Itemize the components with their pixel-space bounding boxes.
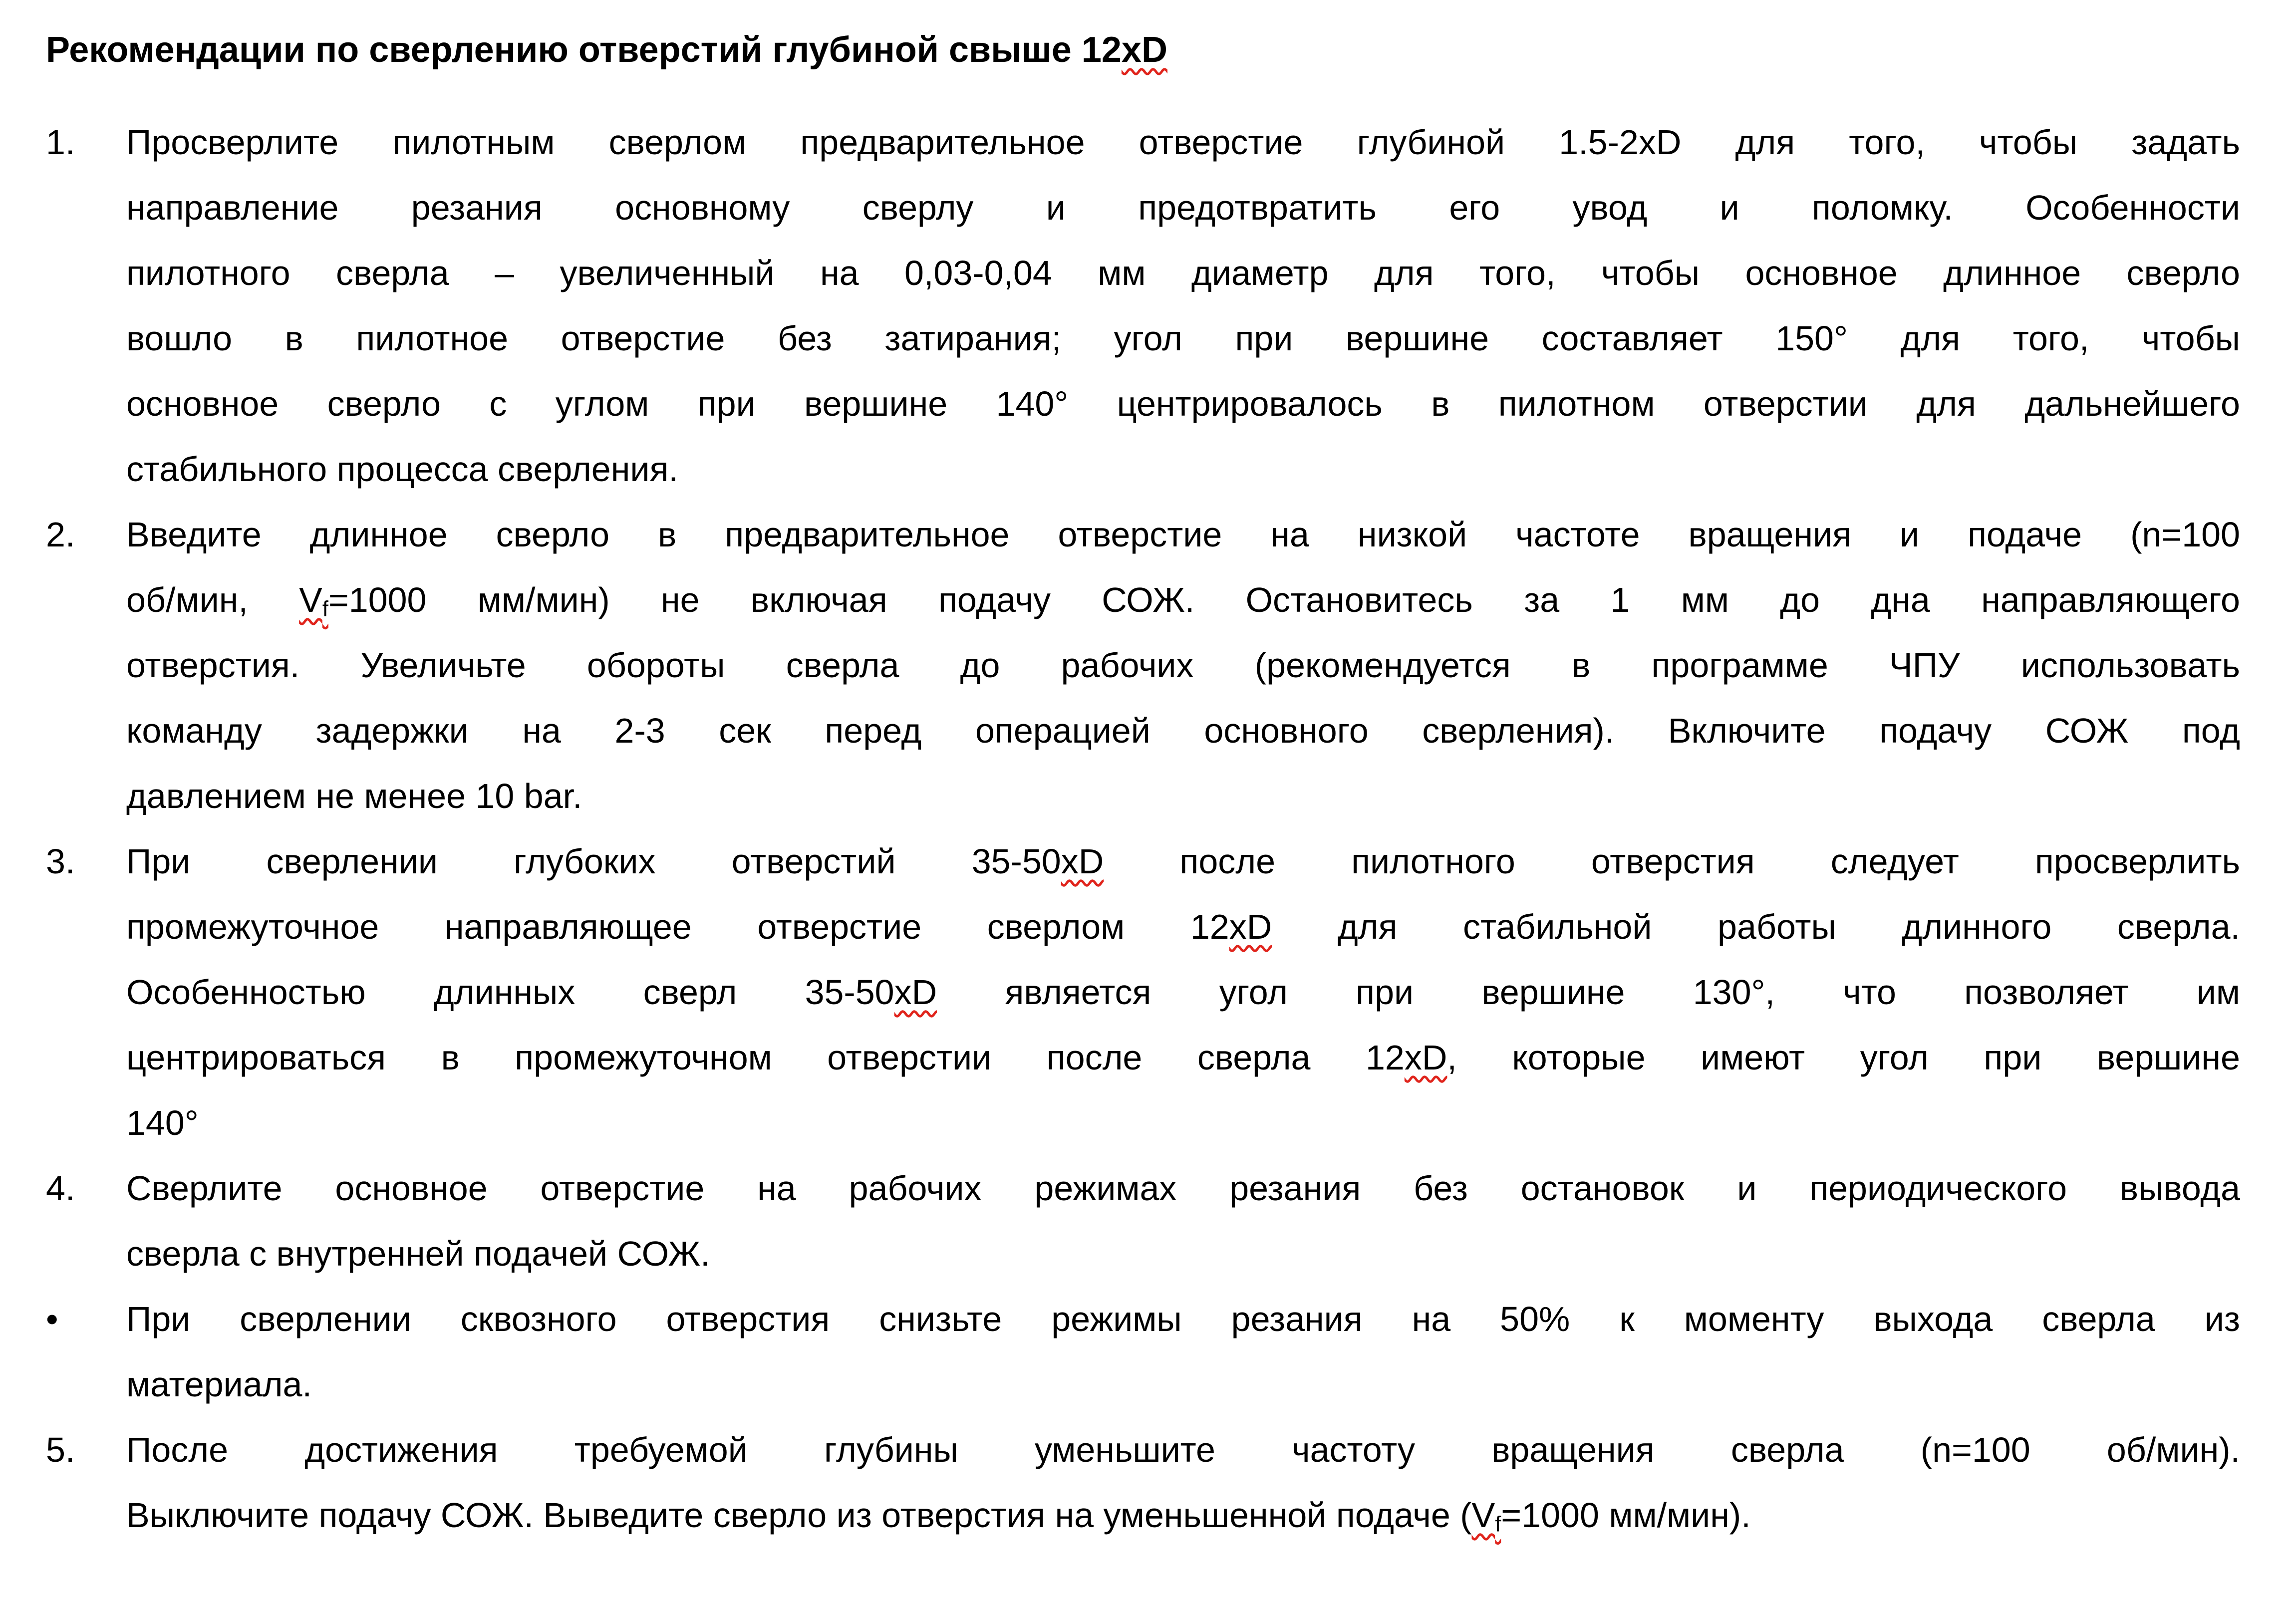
recommendations-list (46, 110, 2240, 1548)
text-segment: , которые имеют угол при вершине (1447, 1038, 2240, 1077)
item-marker: 1. (46, 123, 75, 162)
text-segment: Введите длинное сверло в предварительное отверстие на низкой частоте вращения и подаче (n=100 (126, 515, 2240, 554)
text-line (126, 241, 2240, 306)
text-line (126, 1352, 2240, 1417)
text-segment: основное сверло с углом при вершине 140° центрировалось в пилотном отверстии для дальнейшего (126, 384, 2240, 423)
text-segment: промежуточное направляющее отверстие сверлом 12 (126, 907, 1229, 946)
text-segment: пилотного сверла – увеличенный на 0,03-0,04 мм диаметр для того, чтобы основное длинное сверло (126, 254, 2240, 292)
text-segment: Особенностью длинных сверл 35-50 (126, 973, 894, 1012)
text-line (126, 110, 2240, 175)
item-text (126, 1287, 2240, 1417)
document-title (46, 27, 2240, 72)
text-line (126, 175, 2240, 241)
text-segment: вошло в пилотное отверстие без затирания; угол при вершине составляет 150° для того, чтобы (126, 319, 2240, 358)
text-segment: для стабильной работы длинного сверла. (1272, 907, 2240, 946)
text-line (126, 371, 2240, 437)
list-item-3 (46, 829, 2240, 1156)
text-segment: об/мин, (126, 580, 299, 619)
spellcheck-flagged-text: xD (1229, 907, 1272, 946)
text-line (126, 437, 2240, 502)
list-item-4 (46, 1156, 2240, 1287)
item-text (126, 502, 2240, 829)
text-segment: Сверлите основное отверстие на рабочих режимах резания без остановок и периодического вывода (126, 1169, 2240, 1208)
text-segment: отверстия. Увеличьте обороты сверла до рабочих (рекомендуется в программе ЧПУ использовать (126, 646, 2240, 685)
text-segment: =1000 мм/мин). (1501, 1496, 1751, 1535)
text-line (126, 829, 2240, 894)
text-segment: стабильного процесса сверления. (126, 450, 678, 489)
spellcheck-flagged-text: f (322, 597, 328, 621)
text-line (126, 1483, 2240, 1548)
text-segment: =1000 мм/мин) не включая подачу СОЖ. Остановитесь за 1 мм до дна направляющего (328, 580, 2240, 619)
list-item-1 (46, 110, 2240, 502)
text-segment: сверла с внутренней подачей СОЖ. (126, 1234, 710, 1273)
text-line (126, 1025, 2240, 1090)
text-line (126, 960, 2240, 1025)
item-text (126, 1417, 2240, 1548)
spellcheck-flagged-text: xD (894, 973, 937, 1012)
item-text (126, 110, 2240, 502)
text-segment: Просверлите пилотным сверлом предварительное отверстие глубиной 1.5-2xD для того, чтобы задать (126, 123, 2240, 162)
text-segment: 140° (126, 1103, 199, 1142)
item-text (126, 829, 2240, 1156)
text-line (126, 698, 2240, 764)
list-item-5 (46, 1417, 2240, 1548)
item-marker: 4. (46, 1169, 75, 1208)
text-segment: При сверлении сквозного отверстия снизьте режимы резания на 50% к моменту выхода сверла из (126, 1300, 2240, 1338)
list-item-2 (46, 502, 2240, 829)
text-segment: материала. (126, 1365, 312, 1404)
text-line (126, 1156, 2240, 1221)
text-segment: давлением не менее 10 bar. (126, 777, 582, 815)
spellcheck-flagged-text: f (1495, 1512, 1501, 1537)
text-line (46, 27, 2240, 72)
text-segment: Выключите подачу СОЖ. Выведите сверло из отверстия на уменьшенной подаче ( (126, 1496, 1472, 1535)
item-text (126, 1156, 2240, 1287)
spellcheck-flagged-text: xD (1061, 842, 1104, 881)
text-line (126, 567, 2240, 633)
spellcheck-flagged-text: xD (1404, 1038, 1447, 1077)
spellcheck-flagged-text: xD (1121, 30, 1167, 70)
text-segment: команду задержки на 2-3 сек перед операцией основного сверления). Включите подачу СОЖ под (126, 711, 2240, 750)
spellcheck-flagged-text: V (299, 580, 322, 619)
spellcheck-flagged-text: V (1471, 1496, 1495, 1535)
text-line (126, 633, 2240, 698)
text-line (126, 1090, 2240, 1156)
bullet-marker: • (46, 1300, 58, 1338)
item-marker: 5. (46, 1430, 75, 1469)
text-line (126, 1287, 2240, 1352)
text-line (126, 1417, 2240, 1483)
text-segment: центрироваться в промежуточном отверстии после сверла 12 (126, 1038, 1405, 1077)
text-segment: является угол при вершине 130°, что позволяет им (937, 973, 2240, 1012)
text-segment: После достижения требуемой глубины уменьшите частоту вращения сверла (n=100 об/мин). (126, 1430, 2240, 1469)
text-segment: после пилотного отверстия следует просверлить (1104, 842, 2240, 881)
text-line (126, 502, 2240, 567)
text-segment: Рекомендации по сверлению отверстий глубиной свыше 12 (46, 30, 1122, 70)
text-segment: При сверлении глубоких отверстий 35-50 (126, 842, 1061, 881)
text-segment: направление резания основному сверлу и предотвратить его увод и поломку. Особенности (126, 188, 2240, 227)
item-marker: 3. (46, 842, 75, 881)
item-marker: 2. (46, 515, 75, 554)
list-item-bullet (46, 1287, 2240, 1417)
text-line (126, 894, 2240, 960)
text-line (126, 1221, 2240, 1287)
text-line (126, 306, 2240, 371)
text-line (126, 764, 2240, 829)
